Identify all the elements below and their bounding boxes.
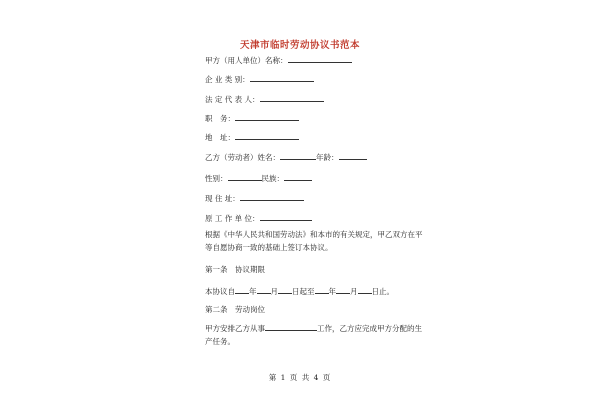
address-line [205,131,299,143]
position-line [205,112,299,124]
position-blank [235,112,299,121]
party-b-age-label: 年龄： [316,153,339,162]
start-day-label: 日起至 [292,287,315,296]
enterprise-type-blank [250,73,314,82]
legal-rep-label: 法 定 代 表 人： [205,95,260,104]
party-b-name-label: 乙方（劳动者）姓名： [205,153,280,162]
position-label: 职 务： [205,114,235,123]
residence-line [205,192,304,204]
enterprise-type-label: 企 业 类 别： [205,75,250,84]
party-b-name-blank [280,151,316,160]
party-a-name-label: 甲方（用人单位）名称： [205,56,288,65]
article-1-heading: 第一条 协议期限 [205,265,265,274]
ethnicity-label: 民族： [261,174,284,183]
term-line [205,285,394,297]
party-b-age-blank [339,151,367,160]
page-indicator: 第 1 页 共 4 页 [268,373,332,382]
start-month-label: 月 [270,287,278,296]
residence-blank [240,192,304,201]
end-day-label: 日止。 [371,287,394,296]
start-month-blank [257,285,271,294]
job-text-a: 甲方安排乙方从事 [205,324,265,333]
legal-rep-blank [260,93,324,102]
ethnicity-blank [284,172,312,181]
job-blank [265,322,317,331]
address-blank [235,131,299,140]
job-text-b: 工作，乙方应完成甲方分配的生产任务。 [205,324,422,346]
party-a-name-blank [288,54,352,63]
gender-line [205,172,312,184]
document-title: 天津市临时劳动协议书范本 [239,40,360,51]
article-2-heading: 第二条 劳动岗位 [205,305,265,314]
former-employer-label: 原 工 作 单 位： [205,214,260,223]
gender-label: 性别： [205,174,228,183]
start-day-blank [278,285,292,294]
party-b-name-line [205,151,367,163]
enterprise-type-line [205,73,314,85]
end-day-blank [358,285,372,294]
end-month-blank [336,285,350,294]
start-year-label: 年 [249,287,257,296]
legal-rep-line [205,93,324,105]
end-year-label: 年 [328,287,336,296]
end-month-label: 月 [350,287,358,296]
intro-paragraph: 根据《中华人民共和国劳动法》和本市的有关规定，甲乙双方在平等自愿协商一致的基础上签订本协议。 [205,230,423,252]
job-paragraph [205,322,423,348]
term-text-a: 本协议自 [205,287,235,296]
former-employer-line [205,212,312,224]
residence-label: 现 住 址： [205,194,240,203]
party-a-name-line [205,54,352,66]
start-year-blank [235,285,249,294]
address-label: 地 址： [205,133,235,142]
former-employer-blank [260,212,312,221]
gender-blank [228,172,262,181]
end-year-blank [315,285,329,294]
